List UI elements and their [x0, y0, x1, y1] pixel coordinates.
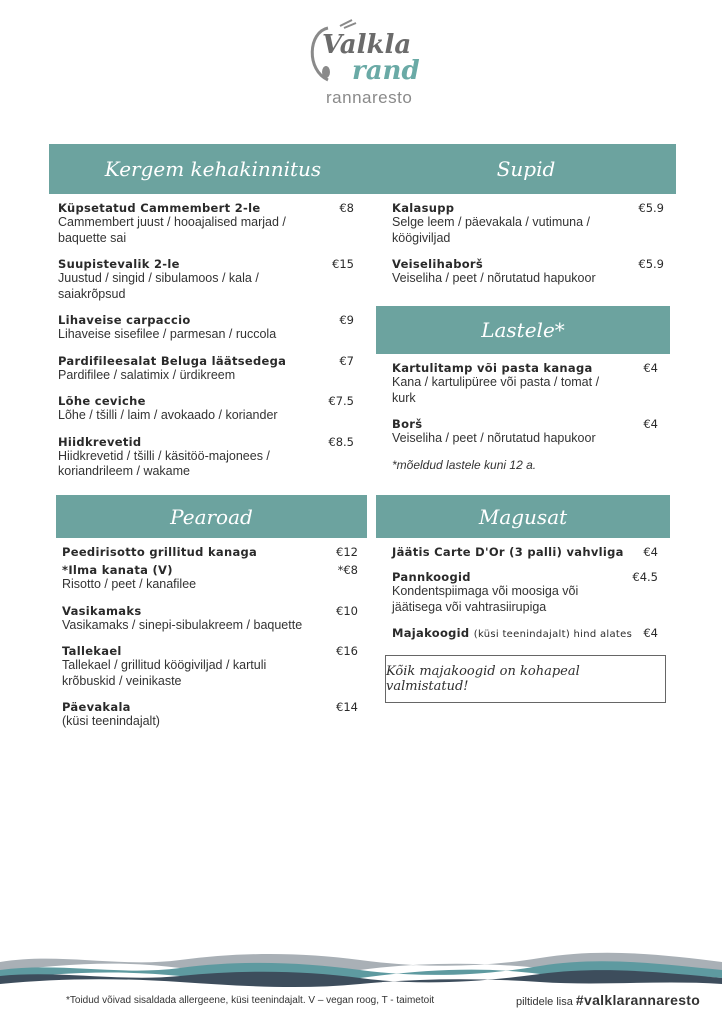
menu-item	[392, 201, 664, 246]
lastele-list	[392, 361, 658, 472]
logo	[300, 18, 430, 113]
hashtag-note	[516, 992, 700, 1008]
item-desc: Kana / kartulipüree või pasta / tomat / kurk	[392, 375, 600, 405]
item-desc: Risotto / peet / kanafilee	[62, 577, 197, 591]
item-desc: (küsi teenindajalt)	[62, 714, 160, 728]
item-desc: Vasikamaks / sinepi-sibulakreem / baquette	[62, 617, 303, 632]
menu-item	[58, 394, 354, 424]
menu-item	[62, 604, 358, 634]
band-title: Pearoad	[170, 504, 253, 529]
kergem-list	[58, 201, 354, 491]
band-pearoad	[56, 495, 367, 538]
item-price: €4.5	[632, 570, 658, 584]
item-desc: Kondentspiimaga või moosiga või jäätisega või vahtrasiirupiga	[392, 584, 579, 614]
item-name: Hiidkrevetid	[58, 434, 142, 449]
menu-item	[62, 545, 358, 593]
band-title: Lastele*	[481, 318, 565, 342]
menu-item	[62, 644, 358, 689]
band-supid	[376, 144, 676, 194]
risotto-alt	[62, 563, 358, 577]
item-desc: Veiseliha / peet / nõrutatud hapukoor	[392, 431, 596, 445]
item-name: Päevakala	[62, 700, 131, 714]
item-name: Lõhe ceviche	[58, 394, 146, 408]
item-price: €4	[643, 545, 658, 559]
menu-item	[392, 626, 658, 640]
menu-item	[392, 257, 664, 287]
item-desc: Lihaveise sisefilee / parmesan / ruccola	[58, 327, 277, 341]
box-text: Kõik majakoogid on kohapeal valmistatud!	[386, 664, 580, 694]
item-name: Küpsetatud Cammembert 2-le	[58, 201, 261, 215]
allergen-footnote: *Toidud võivad sisaldada allergeene, küsi teenindajalt. V – vegan roog, T - taimetoit	[66, 995, 435, 1006]
item-name: Kalasupp	[392, 201, 455, 215]
band-title: Magusat	[478, 504, 568, 529]
item-desc: Juustud / singid / sibulamoos / kala / saiakrõpsud	[58, 271, 259, 301]
logo-valkla: Valkla	[322, 30, 412, 60]
band-magusat	[376, 495, 670, 538]
item-price: €4	[643, 361, 658, 375]
item-desc: Hiidkrevetid / tšilli / käsitöö-majonees / koriandrileem / wakame	[58, 448, 270, 478]
item-desc: Cammembert juust / hooajalised marjad / baquette sai	[58, 215, 286, 245]
item-price: €4	[643, 626, 658, 640]
item-price: €7.5	[328, 394, 354, 408]
menu-item	[58, 313, 354, 343]
item-name: Borš	[392, 417, 423, 431]
band-kergem	[49, 144, 377, 194]
item-name: Suupistevalik 2-le	[58, 257, 180, 271]
item-name: Jäätis Carte D'Or (3 palli) vahvliga	[392, 545, 624, 559]
item-price: €7	[339, 353, 354, 368]
band-lastele	[376, 306, 670, 354]
menu-item	[58, 435, 354, 480]
band-title: Supid	[496, 157, 556, 181]
maja-note: (küsi teenindajalt) hind alates	[473, 629, 633, 640]
menu-item	[58, 257, 354, 302]
item-desc: Pardifilee / salatimix / ürdikreem	[58, 367, 236, 382]
hashtag-prefix: piltidele lisa	[516, 996, 576, 1008]
homemade-cakes-box	[385, 655, 666, 703]
item-price: €4	[643, 417, 658, 431]
pearoad-list	[62, 545, 358, 741]
item-name: Pardifileesalat Beluga läätsedega	[58, 353, 287, 368]
item-name: Peedirisotto grillitud kanaga	[62, 545, 258, 559]
item-desc: Lõhe / tšilli / laim / avokaado / koriander	[58, 408, 278, 422]
item-desc: Tallekael / grillitud köögiviljad / kartuli krõbuskid / veinikaste	[62, 658, 267, 688]
item-name: Pannkoogid	[392, 570, 471, 584]
magusat-list	[392, 545, 658, 651]
item-price: €10	[336, 603, 358, 618]
menu-item	[392, 545, 658, 559]
band-title: Kergem kehakinnitus	[104, 157, 322, 181]
supid-list	[392, 201, 664, 298]
item-price: €15	[332, 257, 354, 271]
logo-rand: rand	[352, 56, 420, 86]
item-name: Lihaveise carpaccio	[58, 313, 191, 327]
item-name	[392, 626, 658, 640]
logo-subtitle: rannaresto	[326, 88, 413, 107]
lastele-note: *mõeldud lastele kuni 12 a.	[392, 457, 537, 472]
menu-item	[58, 354, 354, 384]
item-price: €14	[336, 700, 358, 714]
item-price: €5.9	[638, 201, 664, 215]
item-price: €5.9	[638, 257, 664, 271]
item-alt-name: *Ilma kanata (V)	[62, 563, 173, 577]
item-desc: Selge leem / päevakala / vutimuna / köögiviljad	[392, 215, 591, 245]
menu-item	[58, 201, 354, 246]
item-price: €9	[339, 313, 354, 327]
item-price: €8.5	[328, 434, 354, 449]
wave-decoration	[0, 948, 722, 988]
item-name: Vasikamaks	[62, 603, 142, 618]
item-name: Kartulitamp või pasta kanaga	[392, 361, 593, 375]
menu-item	[392, 417, 658, 447]
menu-item	[392, 570, 658, 615]
item-name: Veiselihaborš	[392, 257, 484, 271]
item-alt-price: *€8	[337, 563, 358, 577]
item-price: €8	[339, 201, 354, 215]
maja-name: Majakoogid	[392, 626, 470, 640]
item-desc: Veiseliha / peet / nõrutatud hapukoor	[392, 271, 596, 285]
menu-item	[392, 361, 658, 406]
item-price: €16	[336, 644, 358, 658]
menu-item	[62, 700, 358, 730]
hashtag: #valklarannaresto	[575, 992, 701, 1008]
item-price: €12	[336, 545, 358, 559]
item-name: Tallekael	[62, 644, 122, 658]
